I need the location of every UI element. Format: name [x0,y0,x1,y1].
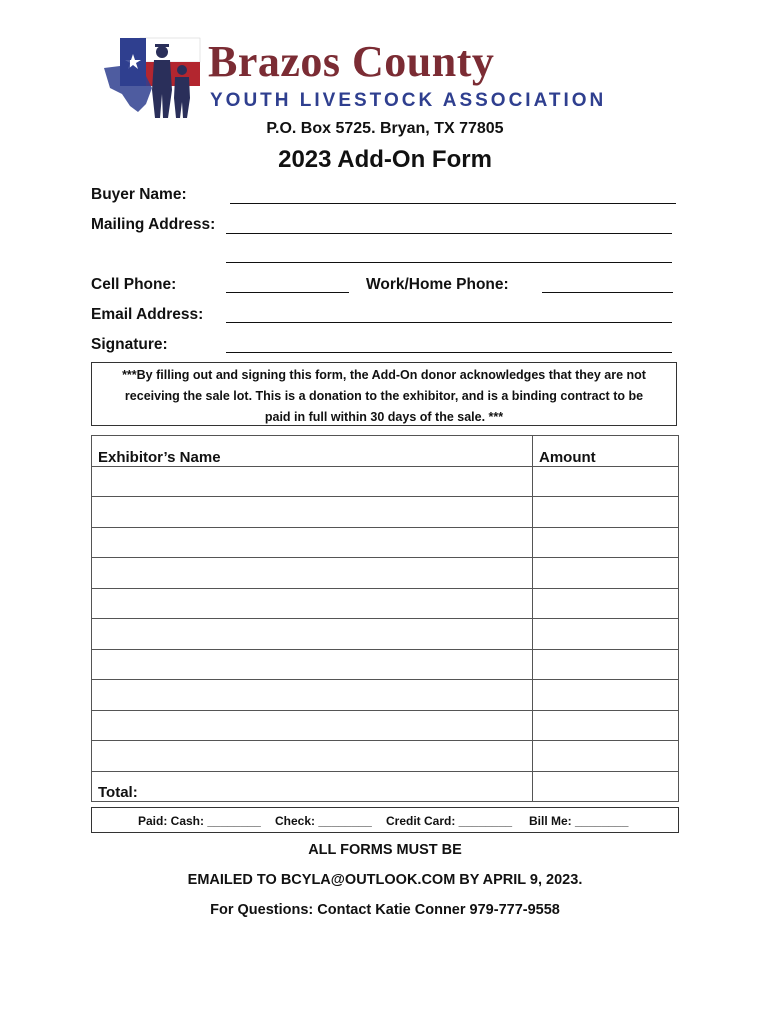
table-row [92,588,679,619]
footer-line-2: EMAILED TO BCYLA@OUTLOOK.COM BY APRIL 9, 2023. [187,872,583,888]
bill-me-option[interactable]: Bill Me: ________ [529,814,629,828]
notice-line-1: ***By filling out and signing this form, the Add-On donor acknowledges that they are not [122,368,646,382]
total-label: Total: [92,771,533,802]
org-address: P.O. Box 5725. Bryan, TX 77805 [266,120,504,137]
exhibitor-name-cell[interactable] [92,619,533,650]
table-row [92,558,679,589]
signature-label: Signature: [91,336,168,353]
table-row [92,741,679,772]
exhibitor-name-cell[interactable] [92,466,533,497]
mailing-address-field-2[interactable] [226,262,672,263]
buyer-name-label: Buyer Name: [91,186,187,203]
amount-cell[interactable] [533,558,679,589]
amount-cell[interactable] [533,741,679,772]
exhibitor-name-cell[interactable] [92,649,533,680]
table-row [92,619,679,650]
table-row [92,527,679,558]
footer-line-1: ALL FORMS MUST BE [308,842,462,858]
exhibitor-name-cell[interactable] [92,710,533,741]
email-address-field[interactable] [226,322,672,323]
footer-contact: For Questions: Contact Katie Conner 979-777-9558 [210,902,560,918]
paid-cash-option[interactable]: Paid: Cash: ________ [138,814,261,828]
table-row [92,649,679,680]
notice-line-2: receiving the sale lot. This is a donation to the exhibitor, and is a binding contract to be [124,389,644,403]
exhibitor-table [91,435,679,802]
cell-phone-label: Cell Phone: [91,276,177,293]
total-row [92,771,679,802]
payment-options [91,807,679,833]
exhibitor-name-header: Exhibitor’s Name [92,436,533,467]
mailing-address-label: Mailing Address: [91,216,216,233]
exhibitor-name-cell[interactable] [92,527,533,558]
logo-subtitle: YOUTH LIVESTOCK ASSOCIATION [210,90,607,111]
amount-cell[interactable] [533,649,679,680]
buyer-name-field[interactable] [230,203,676,204]
signature-field[interactable] [226,352,672,353]
amount-cell[interactable] [533,619,679,650]
logo-title: Brazos County [208,37,495,86]
amount-cell[interactable] [533,497,679,528]
table-row [92,497,679,528]
work-home-phone-field[interactable] [542,292,673,293]
table-row [92,466,679,497]
work-home-phone-label: Work/Home Phone: [366,276,509,293]
exhibitor-name-cell[interactable] [92,558,533,589]
table-row [92,680,679,711]
credit-card-option[interactable]: Credit Card: ________ [386,814,513,828]
amount-cell[interactable] [533,710,679,741]
email-address-label: Email Address: [91,306,204,323]
table-row [92,710,679,741]
exhibitor-name-cell[interactable] [92,741,533,772]
page-title: 2023 Add-On Form [278,146,492,173]
exhibitor-name-cell[interactable] [92,497,533,528]
amount-cell[interactable] [533,527,679,558]
amount-cell[interactable] [533,680,679,711]
texas-flag-silhouettes-icon [100,32,212,118]
amount-header: Amount [533,436,679,467]
check-option[interactable]: Check: ________ [275,814,372,828]
amount-cell[interactable] [533,466,679,497]
total-amount-cell[interactable] [533,771,679,802]
donation-notice [91,362,677,426]
notice-line-3: paid in full within 30 days of the sale. *** [264,410,504,424]
exhibitor-name-cell[interactable] [92,680,533,711]
cell-phone-field[interactable] [226,292,349,293]
table-header-row [92,436,679,467]
exhibitor-name-cell[interactable] [92,588,533,619]
amount-cell[interactable] [533,588,679,619]
mailing-address-field[interactable] [226,233,672,234]
